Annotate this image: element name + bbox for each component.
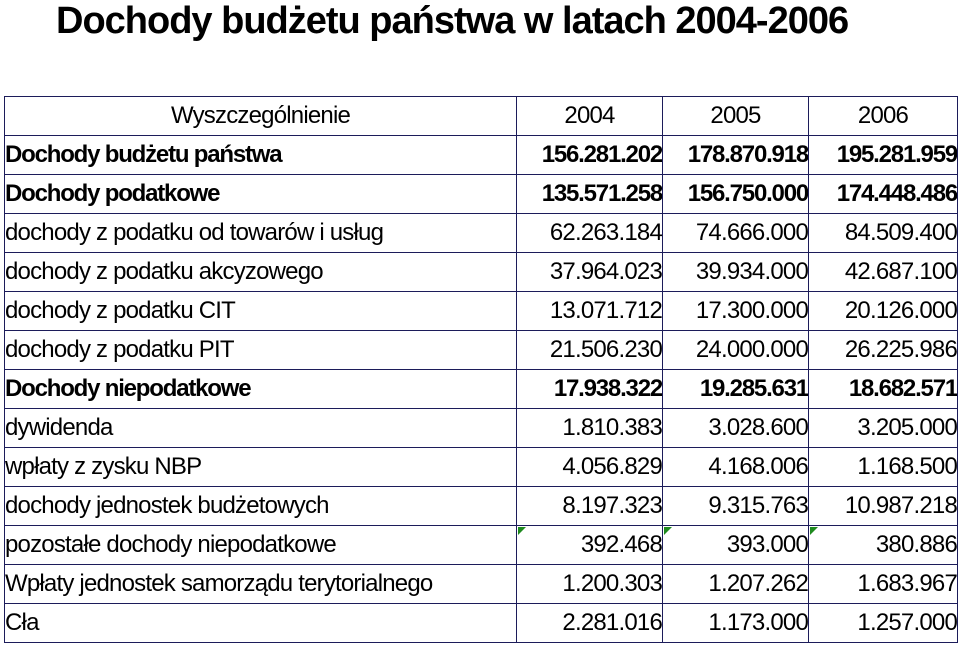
value-text: 1.168.500: [857, 453, 957, 480]
value-text: 13.071.712: [549, 297, 662, 324]
value-text: 62.263.184: [549, 219, 662, 246]
value-text: 37.964.023: [549, 258, 662, 285]
value-text: 156.281.202: [541, 141, 662, 168]
row-label: Dochody podatkowe: [5, 175, 517, 214]
value-cell-2006: [809, 370, 958, 409]
value-cell-2004: [517, 370, 663, 409]
value-cell-2004: [517, 253, 663, 292]
page-title: Dochody budżetu państwa w latach 2004-2006: [56, 0, 849, 42]
value-text: 195.281.959: [836, 141, 957, 168]
table-row: [5, 565, 958, 604]
value-cell-2006: [809, 214, 958, 253]
value-text: 156.750.000: [687, 180, 808, 207]
value-cell-2004: [517, 565, 663, 604]
cell-comment-marker-icon: [810, 527, 818, 535]
value-text: 24.000.000: [695, 336, 808, 363]
value-text: 17.938.322: [553, 375, 662, 402]
table-row: [5, 253, 958, 292]
row-label: dywidenda: [5, 409, 517, 448]
table-row: [5, 331, 958, 370]
value-text: 393.000: [726, 531, 808, 558]
value-cell-2004: [517, 214, 663, 253]
row-label: Wpłaty jednostek samorządu terytorialnego: [5, 565, 517, 604]
value-text: 178.870.918: [687, 141, 808, 168]
table-row: [5, 175, 958, 214]
row-label: Dochody budżetu państwa: [5, 136, 517, 175]
value-cell-2005: [663, 292, 809, 331]
value-text: 20.126.000: [844, 297, 957, 324]
value-cell-2005: [663, 526, 809, 565]
value-text: 84.509.400: [844, 219, 957, 246]
value-cell-2004: [517, 175, 663, 214]
header-year-2004: 2004: [517, 97, 663, 136]
value-text: 3.028.600: [708, 414, 808, 441]
table-row: [5, 136, 958, 175]
value-text: 2.281.016: [562, 609, 662, 636]
value-text: 1.257.000: [857, 609, 957, 636]
value-text: 39.934.000: [695, 258, 808, 285]
value-text: 4.056.829: [562, 453, 662, 480]
revenue-table: [4, 96, 958, 643]
header-year-2005: 2005: [663, 97, 809, 136]
value-cell-2006: [809, 565, 958, 604]
value-text: 10.987.218: [844, 492, 957, 519]
value-cell-2004: [517, 487, 663, 526]
value-cell-2004: [517, 409, 663, 448]
table-header-row: [5, 97, 958, 136]
value-text: 4.168.006: [708, 453, 808, 480]
value-cell-2004: [517, 604, 663, 643]
cell-comment-marker-icon: [664, 527, 672, 535]
value-text: 1.810.383: [562, 414, 662, 441]
value-cell-2006: [809, 253, 958, 292]
value-text: 74.666.000: [695, 219, 808, 246]
value-cell-2005: [663, 448, 809, 487]
value-text: 19.285.631: [699, 375, 808, 402]
value-cell-2005: [663, 175, 809, 214]
row-label: dochody jednostek budżetowych: [5, 487, 517, 526]
value-cell-2006: [809, 136, 958, 175]
table-row: [5, 292, 958, 331]
value-text: 1.173.000: [708, 609, 808, 636]
value-cell-2004: [517, 136, 663, 175]
table-row: [5, 604, 958, 643]
row-label: dochody z podatku PIT: [5, 331, 517, 370]
table-row: [5, 214, 958, 253]
value-cell-2005: [663, 331, 809, 370]
table-row: [5, 409, 958, 448]
value-cell-2006: [809, 331, 958, 370]
value-cell-2006: [809, 526, 958, 565]
value-text: 1.207.262: [708, 570, 808, 597]
table-row: [5, 487, 958, 526]
value-text: 3.205.000: [857, 414, 957, 441]
row-label: dochody z podatku od towarów i usług: [5, 214, 517, 253]
value-cell-2005: [663, 370, 809, 409]
value-text: 174.448.486: [836, 180, 957, 207]
value-cell-2006: [809, 175, 958, 214]
value-text: 18.682.571: [848, 375, 957, 402]
value-cell-2006: [809, 292, 958, 331]
row-label: Dochody niepodatkowe: [5, 370, 517, 409]
table-row: [5, 526, 958, 565]
value-cell-2005: [663, 214, 809, 253]
value-text: 8.197.323: [562, 492, 662, 519]
value-text: 26.225.986: [844, 336, 957, 363]
row-label: wpłaty z zysku NBP: [5, 448, 517, 487]
value-text: 1.200.303: [562, 570, 662, 597]
cell-comment-marker-icon: [518, 527, 526, 535]
value-cell-2004: [517, 526, 663, 565]
value-text: 1.683.967: [857, 570, 957, 597]
value-text: 135.571.258: [541, 180, 662, 207]
value-cell-2005: [663, 409, 809, 448]
value-text: 9.315.763: [708, 492, 808, 519]
value-text: 380.886: [875, 531, 957, 558]
value-cell-2005: [663, 565, 809, 604]
value-cell-2006: [809, 448, 958, 487]
value-cell-2005: [663, 136, 809, 175]
table-row: [5, 370, 958, 409]
value-cell-2005: [663, 487, 809, 526]
value-cell-2004: [517, 448, 663, 487]
value-cell-2006: [809, 604, 958, 643]
value-cell-2004: [517, 292, 663, 331]
value-cell-2005: [663, 253, 809, 292]
row-label: Cła: [5, 604, 517, 643]
value-cell-2006: [809, 487, 958, 526]
row-label: pozostałe dochody niepodatkowe: [5, 526, 517, 565]
value-text: 17.300.000: [695, 297, 808, 324]
value-cell-2004: [517, 331, 663, 370]
value-cell-2006: [809, 409, 958, 448]
value-text: 42.687.100: [844, 258, 957, 285]
table-row: [5, 448, 958, 487]
value-text: 392.468: [580, 531, 662, 558]
row-label: dochody z podatku akcyzowego: [5, 253, 517, 292]
value-cell-2005: [663, 604, 809, 643]
value-text: 21.506.230: [549, 336, 662, 363]
header-year-2006: 2006: [809, 97, 958, 136]
header-label-cell: Wyszczególnienie: [5, 97, 517, 136]
row-label: dochody z podatku CIT: [5, 292, 517, 331]
revenue-table-body: [5, 97, 958, 643]
